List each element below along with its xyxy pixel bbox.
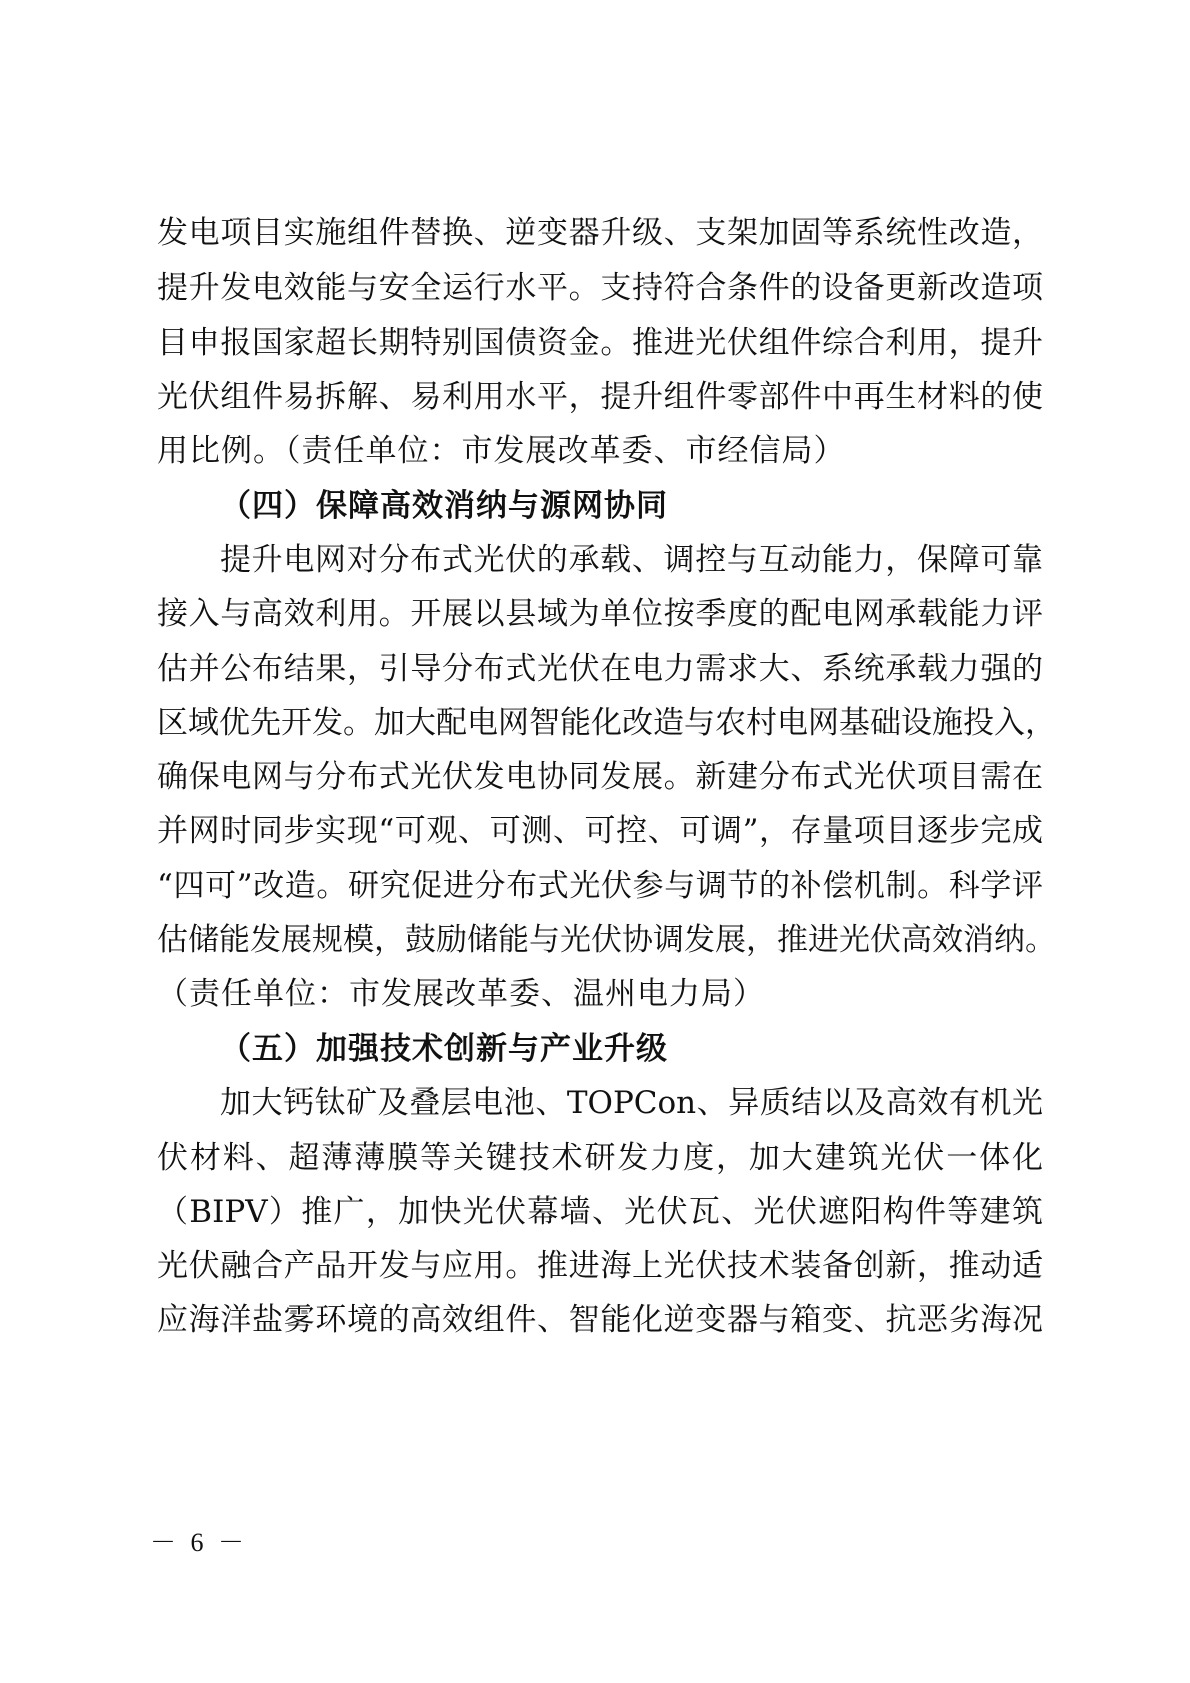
paragraph-line: 接入与高效利用。开展以县域为单位按季度的配电网承载能力评 [157, 596, 1043, 632]
paragraph-line: 确保电网与分布式光伏发电协同发展。新建分布式光伏项目需在 [157, 759, 1043, 795]
paragraph-line: 区域优先开发。加大配电网智能化改造与农村电网基础设施投入， [157, 705, 1056, 741]
paragraph-line: 光伏融合产品开发与应用。推进海上光伏技术装备创新，推动适 [157, 1248, 1043, 1284]
paragraph-line: 应海洋盐雾环境的高效组件、智能化逆变器与箱变、抗恶劣海况 [157, 1302, 1043, 1338]
paragraph-line-responsibility: （责任单位：市发展改革委、温州电力局） [157, 976, 765, 1012]
section-heading-4: （四）保障高效消纳与源网协同 [220, 488, 668, 524]
paragraph-line-responsibility: 用比例。（责任单位：市发展改革委、市经信局） [157, 433, 846, 469]
paragraph-line: 提升发电效能与安全运行水平。支持符合条件的设备更新改造项 [157, 270, 1043, 306]
paragraph-line: 估储能发展规模，鼓励储能与光伏协调发展，推进光伏高效消纳。 [157, 922, 1056, 958]
paragraph-line: 估并公布结果，引导分布式光伏在电力需求大、系统承载力强的 [157, 651, 1043, 687]
paragraph-line: 伏材料、超薄薄膜等关键技术研发力度，加大建筑光伏一体化 [157, 1140, 1043, 1176]
paragraph-line: 发电项目实施组件替换、逆变器升级、支架加固等系统性改造， [157, 215, 1043, 251]
paragraph-line: 加大钙钛矿及叠层电池、TOPCon、异质结以及高效有机光 [220, 1085, 1043, 1121]
page-number: － 6 － [150, 1528, 249, 1557]
section-heading-5: （五）加强技术创新与产业升级 [220, 1031, 668, 1067]
paragraph-line: 目申报国家超长期特别国债资金。推进光伏组件综合利用，提升 [157, 325, 1043, 361]
paragraph-line: 提升电网对分布式光伏的承载、调控与互动能力，保障可靠 [220, 542, 1043, 578]
paragraph-line: 并网时同步实现“可观、可测、可控、可调”，存量项目逐步完成 [157, 813, 1043, 849]
paragraph-line: “四可”改造。研究促进分布式光伏参与调节的补偿机制。科学评 [157, 868, 1043, 904]
paragraph-line: （BIPV）推广，加快光伏幕墙、光伏瓦、光伏遮阳构件等建筑 [157, 1194, 1043, 1230]
paragraph-line: 光伏组件易拆解、易利用水平，提升组件零部件中再生材料的使 [157, 379, 1043, 415]
